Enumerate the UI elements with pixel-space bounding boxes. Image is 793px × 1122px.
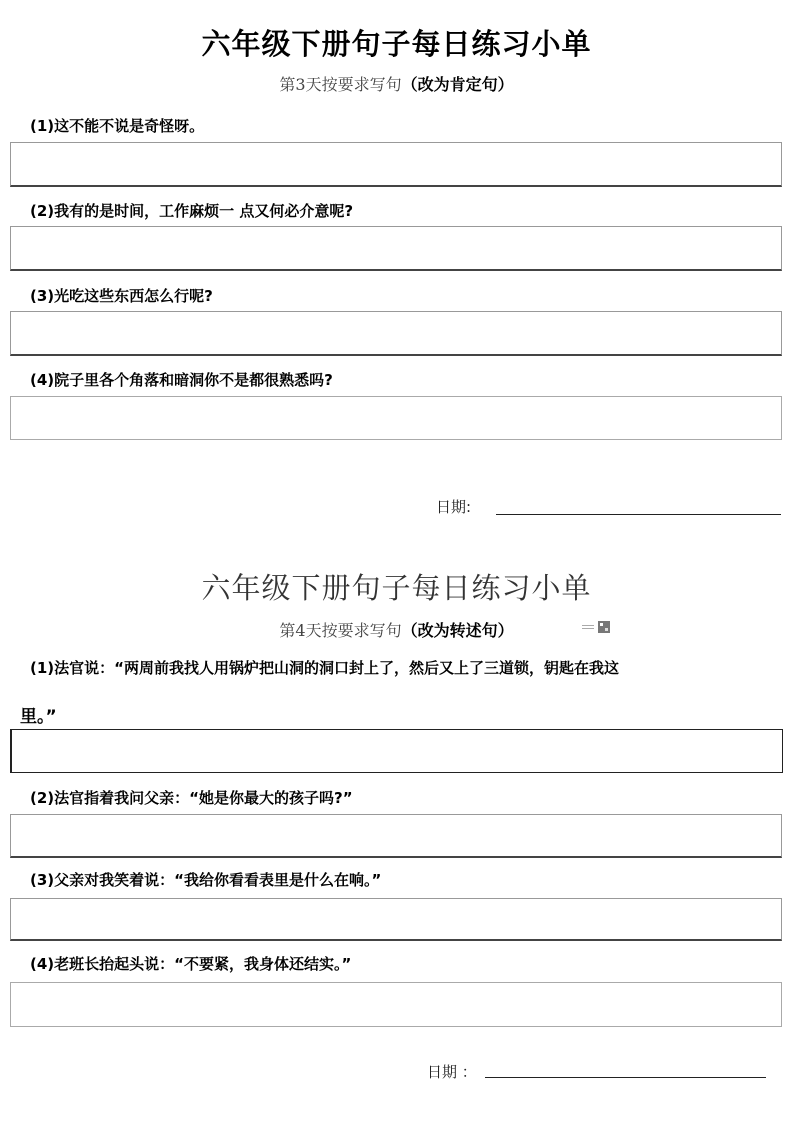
question-3: (3)光吃这些东西怎么行呢? (30, 287, 213, 305)
subtitle (0, 72, 793, 95)
answer-box-4[interactable] (10, 396, 782, 440)
subtitle-task: （改为转述句） (401, 621, 514, 640)
subtitle-day: 第3天按要求写句 (279, 75, 402, 94)
subtitle-task: （改为肯定句） (401, 75, 514, 94)
question-1: (1)法官说：“两周前我找人用锅炉把山洞的洞口封上了，然后又上了三道锁，钥匙在我这 (30, 659, 620, 677)
page-title: 六年级下册句子每日练习小单 (201, 571, 592, 605)
date-line[interactable] (496, 514, 781, 515)
date-label: 日期 ： (427, 1063, 477, 1081)
question-1-continued: 里。” (20, 707, 57, 727)
question-1: (1)这不能不说是奇怪呀。 (30, 117, 205, 135)
answer-box-3[interactable] (10, 898, 782, 941)
answer-box-2[interactable] (10, 814, 782, 858)
question-4: (4)老班长抬起头说：“不要紧，我身体还结实。” (30, 955, 352, 973)
answer-box-2[interactable] (10, 226, 782, 271)
answer-box-4[interactable] (10, 982, 782, 1027)
answer-box-1[interactable] (10, 142, 782, 187)
answer-box-3[interactable] (10, 311, 782, 356)
question-2: (2)法官指着我问父亲：“她是你最大的孩子吗?” (30, 789, 353, 807)
answer-box-1[interactable] (10, 729, 783, 773)
date-label: 日期: (436, 498, 472, 516)
question-4: (4)院子里各个角落和暗洞你不是都很熟悉吗? (30, 371, 333, 389)
page-title: 六年级下册句子每日练习小单 (201, 27, 592, 61)
date-line[interactable] (485, 1077, 766, 1078)
qr-code-icon (582, 620, 610, 634)
question-2: (2)我有的是时间，工作麻烦一 点又何必介意呢? (30, 202, 354, 220)
subtitle (0, 618, 793, 641)
subtitle-day: 第4天按要求写句 (279, 621, 402, 640)
question-3: (3)父亲对我笑着说：“我给你看看表里是什么在响。” (30, 871, 382, 889)
